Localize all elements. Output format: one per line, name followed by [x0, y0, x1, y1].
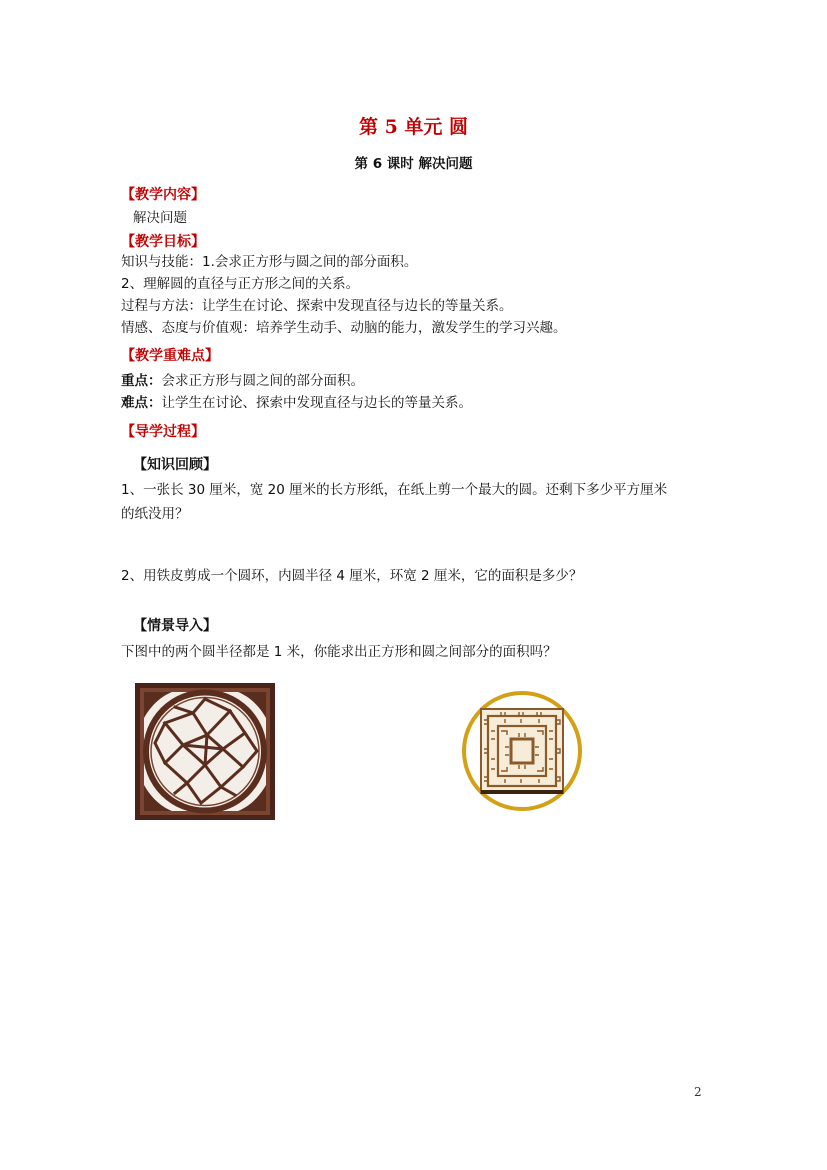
lesson-subtitle: 第 6 课时 解决问题 [354, 156, 473, 172]
goal-line: 过程与方法：让学生在讨论、探索中发现直径与边长的等量关系。 [121, 298, 513, 314]
goal-line: 知识与技能：1.会求正方形与圆之间的部分面积。 [121, 254, 418, 270]
review-question-1-cont: 的纸没用？ [121, 506, 189, 522]
goal-line: 2、理解圆的直径与正方形之间的关系。 [121, 276, 360, 292]
section-heading-key-points: 【教学重难点】 [121, 348, 219, 364]
goal-line: 情感、态度与价值观：培养学生动手、动脑的能力，激发学生的学习兴趣。 [121, 320, 567, 336]
page-number: 2 [694, 1085, 702, 1099]
focus-text: 会求正方形与圆之间的部分面积。 [161, 373, 364, 389]
difficulty-text: 让学生在讨论、探索中发现直径与边长的等量关系。 [161, 395, 472, 411]
section-heading-process: 【导学过程】 [121, 424, 205, 440]
circle-square-lattice-image [461, 689, 583, 813]
review-question-1: 1、一张长 30 厘米，宽 20 厘米的长方形纸，在纸上剪一个最大的圆。还剩下多少平方厘米 [121, 482, 668, 498]
focus-label: 重点： [121, 373, 162, 389]
content-text: 解决问题 [133, 210, 187, 226]
section-heading-content: 【教学内容】 [121, 187, 205, 203]
section-heading-goals: 【教学目标】 [121, 234, 205, 250]
difficulty-line [121, 392, 472, 414]
difficulty-label: 难点： [121, 395, 162, 411]
focus-line [121, 370, 364, 392]
intro-heading: 【情景导入】 [133, 618, 217, 634]
intro-text: 下图中的两个圆半径都是 1 米，你能求出正方形和圆之间部分的面积吗？ [121, 644, 557, 660]
review-heading: 【知识回顾】 [133, 457, 217, 473]
page-title: 第 5 单元 圆 [358, 116, 469, 138]
carved-window-image [135, 683, 275, 820]
review-question-2: 2、用铁皮剪成一个圆环，内圆半径 4 厘米，环宽 2 厘米，它的面积是多少？ [121, 568, 583, 584]
